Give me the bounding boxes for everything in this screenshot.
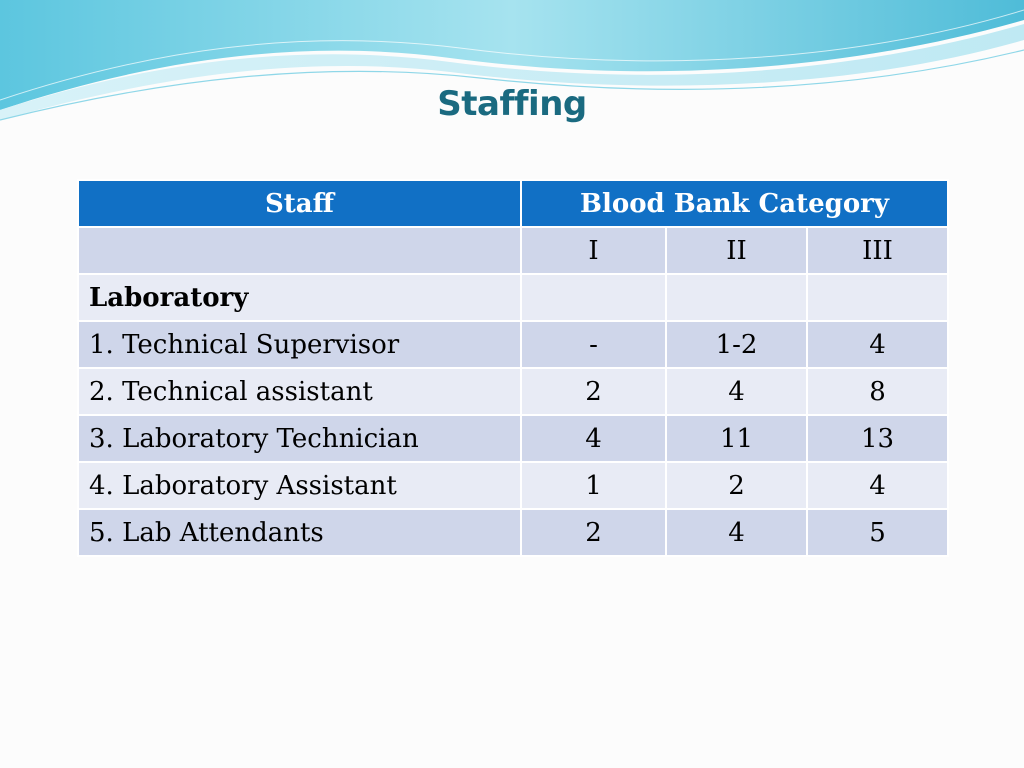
- empty-cell: [666, 274, 807, 321]
- row-staff-name: 3. Laboratory Technician: [78, 415, 521, 462]
- row-value-cat-1: 2: [521, 509, 666, 556]
- row-value-cat-1: 2: [521, 368, 666, 415]
- row-staff-name: 4. Laboratory Assistant: [78, 462, 521, 509]
- row-value-cat-3: 8: [807, 368, 948, 415]
- table-row: [78, 415, 948, 462]
- row-value-cat-3: 4: [807, 462, 948, 509]
- row-staff-name: 5. Lab Attendants: [78, 509, 521, 556]
- header-staff: Staff: [78, 180, 521, 227]
- table-row: [78, 368, 948, 415]
- subheader-category-1: I: [521, 227, 666, 274]
- table-subheader-row: [78, 227, 948, 274]
- subheader-empty-cell: [78, 227, 521, 274]
- table-header-row: [78, 180, 948, 227]
- section-label: Laboratory: [78, 274, 521, 321]
- table-row: [78, 509, 948, 556]
- row-value-cat-2: 2: [666, 462, 807, 509]
- row-value-cat-2: 4: [666, 509, 807, 556]
- row-staff-name: 2. Technical assistant: [78, 368, 521, 415]
- table-section-row: [78, 274, 948, 321]
- row-value-cat-3: 5: [807, 509, 948, 556]
- empty-cell: [807, 274, 948, 321]
- row-value-cat-2: 4: [666, 368, 807, 415]
- row-value-cat-3: 13: [807, 415, 948, 462]
- empty-cell: [521, 274, 666, 321]
- page-title: Staffing: [437, 84, 587, 124]
- row-value-cat-2: 11: [666, 415, 807, 462]
- subheader-category-3: III: [807, 227, 948, 274]
- table-row: [78, 462, 948, 509]
- staffing-table: [77, 179, 949, 557]
- subheader-category-2: II: [666, 227, 807, 274]
- row-value-cat-3: 4: [807, 321, 948, 368]
- header-blood-bank-category: Blood Bank Category: [521, 180, 948, 227]
- row-value-cat-2: 1-2: [666, 321, 807, 368]
- row-value-cat-1: 4: [521, 415, 666, 462]
- row-staff-name: 1. Technical Supervisor: [78, 321, 521, 368]
- row-value-cat-1: 1: [521, 462, 666, 509]
- row-value-cat-1: -: [521, 321, 666, 368]
- table-row: [78, 321, 948, 368]
